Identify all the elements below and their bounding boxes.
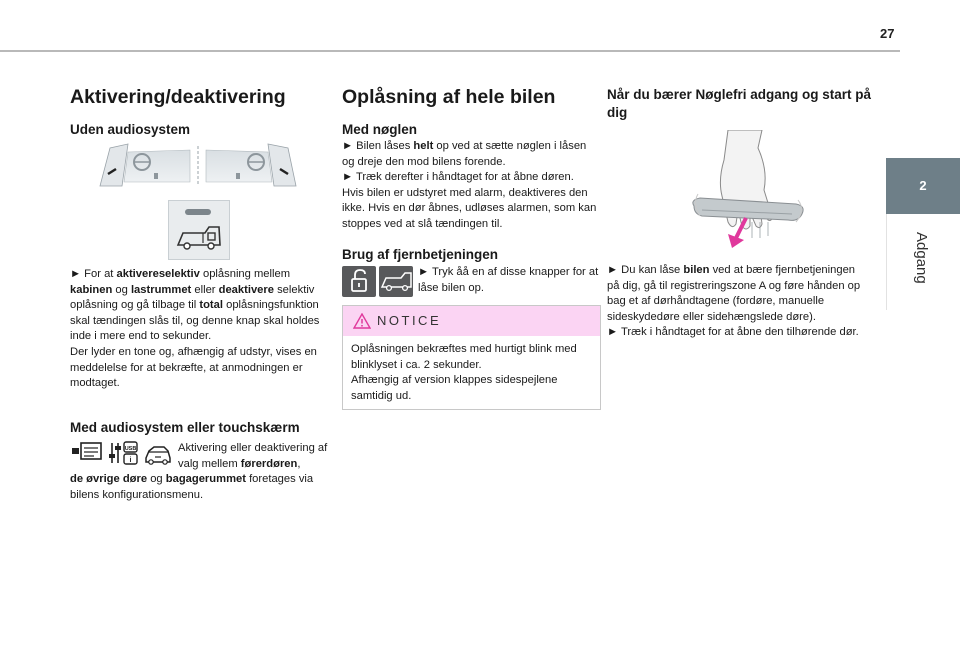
van-rear-icon (379, 266, 413, 297)
middle-sub-remote: Brug af fjernbetjeningen (342, 247, 499, 262)
selective-unlock-button-illustration (168, 200, 230, 260)
notice-title: NOTICE (377, 313, 442, 328)
right-paragraph-1: ► Du kan låse bilen ved at bære fjernbetjeningen på dig, gå til registreringszone A og føre hånden op bag et af dørhåndtagene (fordøre, manuelle sideskydedøre eller sidehængslede døre). (607, 264, 861, 323)
settings-sliders-icon (106, 440, 140, 466)
chapter-tab-number[interactable]: 2 (886, 158, 960, 214)
indicator-led (185, 209, 211, 215)
middle-paragraph-4: ► Tryk åå en af disse knapper for at låse bilen op. (418, 266, 599, 294)
notice-line-1: Oplåsningen bekræftes med hurtigt blink med blinklyset i ca. 2 sekunder. (351, 343, 577, 371)
page-number: 27 (880, 26, 895, 41)
middle-paragraphs (342, 139, 600, 233)
unlock-button-icon (342, 266, 376, 297)
header-rule (0, 50, 900, 52)
notice-header (343, 306, 600, 336)
right-title: Når du bærer Nøglefri adgang og start på dig (607, 87, 872, 120)
middle-title: Oplåsning af hele bilen (342, 86, 556, 108)
menu-button-icon (70, 441, 104, 463)
left-paragraph-1: ► For at aktivereselektiv oplåsning mellem kabinen og lastrummet eller deaktivere selektiv oplåsning og gå tilbage til total oplåsningsfunktion skal tændingen slås til, og denne knap skal holdes inde i mere end to sekunder. Der lyder en tone og, afhængig af udstyr, vises en meddelelse for at bekræfte, at anmodningen er modtaget. (70, 267, 328, 392)
chapter-label: Adgang (913, 232, 930, 284)
car-settings-icon (144, 444, 172, 466)
warning-triangle-icon (353, 313, 371, 329)
left-paragraph-2: Der lyder en tone og, afhængig af udstyr, vises en meddelelse for at bekræfte, at anmodningen er modtaget. (70, 345, 317, 390)
usb-label: USB (124, 446, 137, 452)
left-paragraph-3a: Aktivering eller deaktivering af valg mellem førerdøren, (178, 442, 328, 470)
unlock-rear-button-icon (379, 266, 413, 297)
van-lock-icon (175, 223, 223, 253)
notice-box (342, 305, 601, 410)
info-label: i (129, 457, 132, 464)
left-sub-no-audio: Uden audiosystem (70, 122, 191, 137)
middle-sub-key: Med nøglen (342, 122, 417, 137)
right-paragraph-2: ► Træk i håndtaget for at åbne den tilhørende dør. (607, 326, 859, 339)
hand-door-handle-illustration (688, 130, 808, 254)
middle-paragraph-3: Hvis bilen er udstyret med alarm, deaktiveres den ikke. Hvis en dør åbnes, udløses alarmen, som kan stoppes ved at slå tændingen til. (342, 186, 597, 230)
chapter-tab-label[interactable] (886, 214, 960, 310)
unlock-padlock-icon (342, 266, 376, 297)
right-paragraphs (607, 263, 869, 341)
left-paragraph-3b: de øvrige døre og bagagerummet foretages via bilens konfigurationsmenu. (70, 473, 314, 501)
middle-paragraph-1: ► Bilen låses helt op ved at sætte nøglen i låsen og dreje den mod bilens forende. (342, 140, 587, 168)
left-title: Aktivering/deaktivering (70, 86, 286, 108)
dashboard-illustration (98, 142, 298, 188)
left-sub-audio: Med audiosystem eller touchskærm (70, 420, 300, 435)
notice-body (351, 342, 595, 404)
middle-paragraph-2: ► Træk derefter i håndtaget for at åbne døren. (342, 171, 574, 184)
notice-line-2: Afhængig af version klappes sidespejlene samtidig ud. (351, 374, 558, 402)
